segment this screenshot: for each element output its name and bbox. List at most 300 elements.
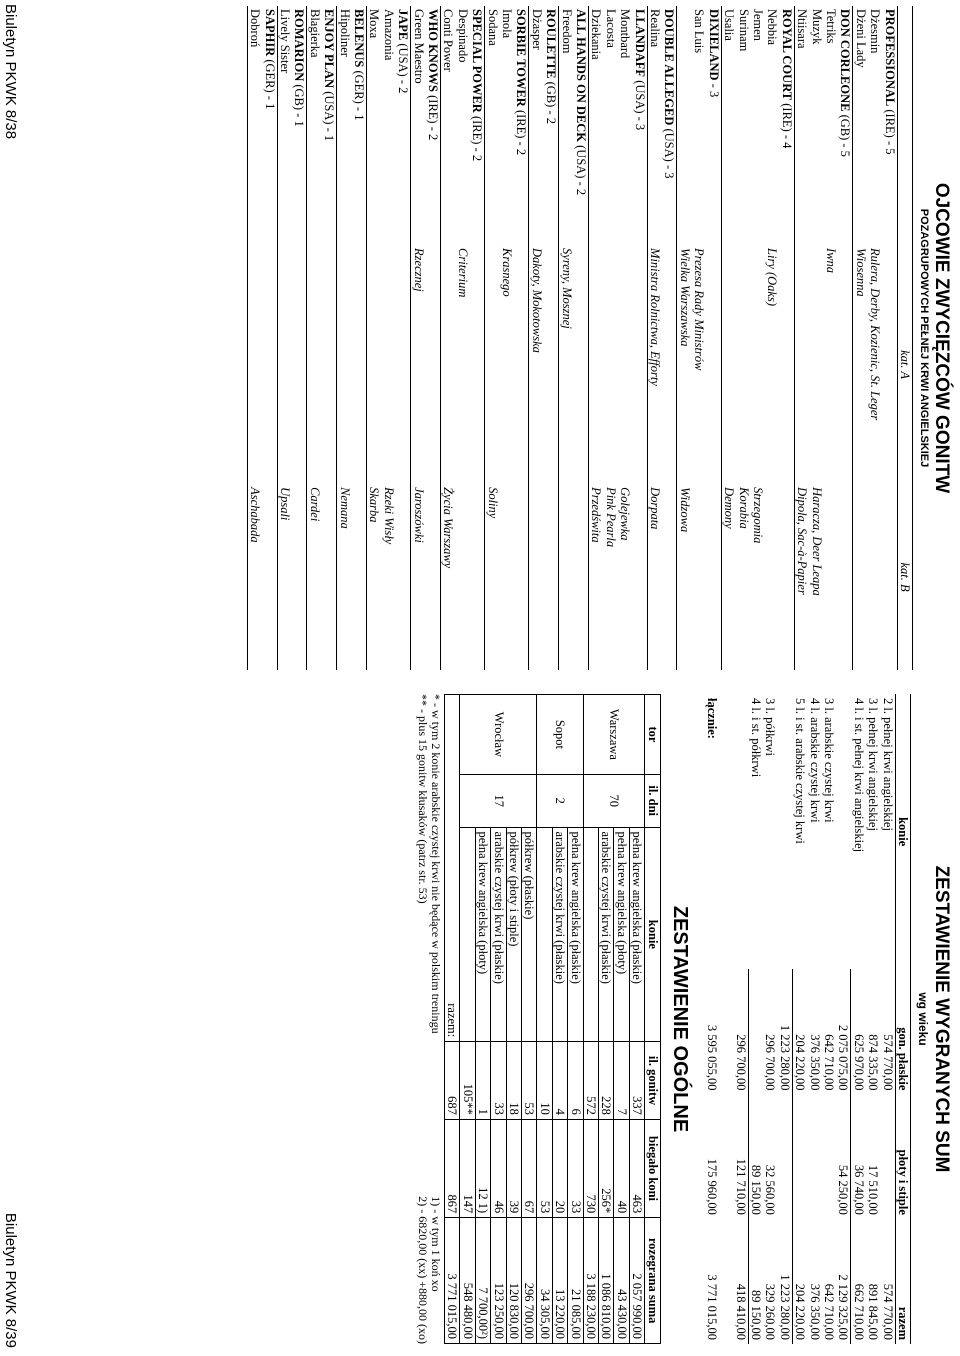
race-a [277,245,292,484]
horse-row [721,6,736,670]
sire-row [470,6,485,670]
amount: 36 740,00 [851,1164,866,1215]
header-tor: tor [645,695,660,775]
horse-name: San Luis [692,9,707,54]
sire-name: ROMARION [292,9,307,82]
sire-cell [322,6,337,670]
race-a [589,245,604,484]
horse-name: Imola [500,9,515,39]
sire-row [262,6,277,670]
horse-name: Dżasper [529,6,544,245]
sire-name: DOUBLE ALLEGED [662,9,677,126]
horse-type: półkrew (płoty i stiple) [506,827,521,1042]
horse-name: Blagierka [307,6,322,245]
horse-row [441,6,456,670]
sire-row [292,6,307,670]
subtotal: 548 480,00 [460,1218,475,1344]
horse-type: arabskie czystej krwi (płaskie) [552,827,567,1042]
horse-name: Freedom [559,6,574,245]
track-name: Warszawa [583,695,645,775]
horse-row [411,6,426,670]
amount: 376 350,00 [807,1034,822,1091]
sire-name: LLANDAFF [632,9,647,78]
horse-row [277,6,292,670]
race-b: Dipola, Sac-à-Papier [794,484,809,670]
age-label: 4 l. i st. pełnej krwi angielskiej [851,698,866,853]
sire-count: (IRE) - 2 [470,112,485,162]
horse-row [307,6,322,670]
horse-row [247,6,262,670]
sire-row [322,6,337,670]
subtotal: 54 250,00 [836,1094,851,1218]
race-a: Krasnego [500,248,515,297]
subtotal: 10 [537,1042,552,1120]
sire-cell [779,6,794,670]
amount [792,1094,807,1218]
race-b: Haracza, Deer Leapa [809,487,824,596]
value: 2 057 990,00 [629,1218,644,1344]
horse-type: pełna krew angielska (płaskie) [568,827,583,1042]
sire-count: (USA) - 2 [396,40,411,94]
winners-table [247,6,913,670]
note: * - w tym 2 konie arabskie czystej krwi nie będące w polskim treningu [429,694,444,1034]
race-a: Iwna [823,248,838,274]
razem-value: 867 [445,1119,460,1217]
sire-count: (USA) - 3 [662,125,677,179]
age-label: 3 l. pełnej krwi angielskiej [866,698,881,831]
race-a [485,245,500,484]
general-body [445,695,645,1344]
value: 39 [506,1119,521,1217]
race-b: Dorpata [647,484,662,670]
subtotal: 3 188 230,00 [583,1218,598,1344]
sire-cell [470,6,485,670]
value: 67 [522,1119,537,1217]
sire-cell [574,6,589,670]
amount: 329 260,00 [763,1283,778,1340]
horse-type: półkrew (płaskie) [522,827,537,1042]
amount [880,1094,895,1218]
age-label: 3 l. arabskie czystej krwi [821,698,836,823]
horse-name: Tetriks [823,9,838,44]
race-b [868,484,882,670]
sire-count: (GB) - 5 [838,111,853,157]
horse-row [455,6,469,670]
race-a [247,245,262,484]
race-a: Ministra Rolnictwa, Efforty [647,245,662,484]
sire-cell [706,6,721,670]
track-row [629,695,644,1344]
race-b [824,484,838,670]
value: 53 [522,1042,537,1120]
age-label: 4 l. arabskie czystej krwi [807,698,822,823]
col-horse-header [897,6,912,245]
race-a: Dakoty, Mokotowska [529,245,544,484]
subtotal: 2 075 075,00 [836,969,851,1094]
sire-row [779,6,794,670]
header-dni: il. dni [645,774,660,827]
horse-name: Surinam [736,9,751,52]
page-footer: Biuletyn PKWK 8/38 [2,4,19,140]
amount: 376 350,00 [807,1283,822,1340]
amount [748,969,763,1094]
value: 43 430,00 [614,1218,629,1344]
sire-name: SORBIE TOWER [514,9,529,107]
subtotal [777,1094,792,1218]
sire-count: (IRE) - 2 [426,92,440,141]
race-a [736,245,750,484]
subtotal: 53 [537,1119,552,1217]
blank [733,694,748,969]
horse-row [485,6,500,670]
horse-row [736,6,750,670]
sire-cell [838,6,853,670]
sire-row [632,6,647,670]
amount: 204 220,00 [793,1034,808,1091]
horse-type: pełna krew angielska (płaskie) [629,827,644,1042]
race-a [721,245,736,484]
sums-by-age-table [705,694,911,1344]
sire-name: SPECIAL POWER [470,9,485,113]
subtotal: 418 410,00 [733,1219,748,1344]
value: 40 [614,1119,629,1217]
race-b: Upsali [277,484,292,670]
subtotal: 730 [583,1119,598,1217]
race-b: Widzowa [677,484,692,670]
summary-subtitle: wg wieku [916,992,930,1046]
horse-name: Sodana [485,6,500,245]
horse-name: Lacosta [603,9,618,48]
value: 7 700,00²) [475,1218,490,1344]
page-subtitle: POZAGRUPOWYCH PEŁNEJ KRWI ANGIELSKIEJ [918,208,930,468]
amount: 874 335,00 [866,1034,881,1091]
sums-row [866,694,880,1344]
footnotes [416,694,442,1344]
sire-row [706,6,721,670]
sire-name: ROULETTE [544,9,559,79]
race-a: Wiosenna [853,245,868,484]
header-suma: rozegrana suma [645,1218,660,1344]
race-b: Demony [721,484,736,670]
track-days: 70 [583,774,645,827]
sire-name: ENJOY PLAN [322,9,337,89]
age-label: 3 l. półkrwi [763,698,778,756]
sire-count: (GER) - 1 [262,56,277,110]
horse-row [618,6,632,670]
value: 1 [475,1042,490,1120]
total-amount: 175 960,00 [705,1158,720,1215]
blank [583,827,598,1042]
subtotal: 121 710,00 [733,1094,748,1218]
col-a-header: kat. A [897,245,912,484]
header-total: razem [895,1219,910,1344]
race-a [751,245,765,484]
sire-cell [292,6,307,670]
subtotal: 147 [460,1119,475,1217]
amount: 574 770,00 [880,1283,895,1340]
horse-row [647,6,662,670]
sums-row [851,694,866,1344]
sire-name: ROYAL COURT [779,9,794,101]
sire-name: ALL HANDS ON DECK [574,9,589,143]
amount: 89 150,00 [748,1290,763,1340]
sums-row [763,694,777,1344]
amount [822,1094,836,1218]
sums-body [705,694,895,1344]
race-a [366,245,381,484]
sums-total-row [705,694,733,1344]
horse-name: Jemen [750,9,765,41]
race-a [381,245,395,484]
track-row [568,695,583,1344]
sire-row [514,6,529,670]
sums-row [792,694,807,1344]
winners-body [247,6,897,670]
horse-row [500,6,514,670]
sire-count: (USA) - 2 [574,142,589,196]
sire-cell [426,6,441,670]
race-a [441,245,456,484]
track-days: 17 [460,774,537,827]
horse-type: pełna krew angielska (płoty) [475,827,490,1042]
sire-cell [396,6,411,670]
general-header-row [645,695,660,1344]
horse-name: Nebbia [765,9,780,46]
race-b [765,484,779,670]
sire-count: (GB) - 2 [544,78,559,124]
amount: 32 560,00 [763,1164,778,1215]
race-b [500,484,514,670]
horse-row [853,6,868,670]
page-footer-right: Biuletyn PKWK 8/39 [2,1212,19,1348]
sire-row [574,6,589,670]
horse-row [765,6,779,670]
col-b-header: kat. B [897,484,912,670]
horse-name: Muzyk [809,9,824,45]
sire-count: (GB) - 1 [292,81,307,127]
subtotal: 296 700,00 [733,969,748,1094]
general-title: ZESTAWIENIE OGÓLNE [668,905,691,1133]
general-table [444,694,661,1344]
sire-name: BELENUS [351,9,366,68]
horse-row [529,6,544,670]
horse-row [603,6,617,670]
razem-label: razem: [445,695,460,1042]
sire-count: (IRE) - 4 [779,100,794,149]
race-b: Golejewka [618,487,633,541]
sire-row [426,6,441,670]
sire-count: - 3 [706,80,721,98]
sire-row [882,6,897,670]
race-b [559,484,574,670]
value: 463 [629,1119,644,1217]
race-b: Nemana [337,484,352,670]
horse-name: Dziekania [589,6,604,245]
race-b [455,484,469,670]
sire-count: (GER) - 1 [351,67,366,121]
sums-row [748,694,763,1344]
value: 18 [506,1042,521,1120]
total-amount: 3 771 015,00 [705,1274,720,1340]
value: 1 086 810,00 [599,1218,614,1344]
race-a [337,245,352,484]
race-b: Skarba [366,484,381,670]
sire-name: DIXIELAND [706,9,721,81]
sire-row [662,6,677,670]
race-b: Jaroszówki [411,484,426,670]
sire-cell [882,6,897,670]
value: 337 [629,1042,644,1120]
horse-row [589,6,604,670]
age-label: 4 l. i st. półkrwi [748,698,763,778]
sire-name: PROFESSIONAL [882,9,897,107]
sire-cell [662,6,677,670]
race-b [853,484,868,670]
subtotal: 105** [460,1042,475,1120]
header-flat: gon. płaskie [895,969,910,1094]
note: 2) - 6820,00 (xx) +880,00 (xo) [416,1196,431,1344]
horse-name: Green Maestro [411,6,426,245]
horse-name: Moxa [366,6,381,245]
total-amount: 3 595 055,00 [705,1024,720,1091]
horse-row [794,6,809,670]
sums-row [822,694,836,1344]
sire-row [544,6,559,670]
amount: 662 710,00 [851,1283,866,1340]
sire-row [838,6,853,670]
horse-row [868,6,882,670]
track-name: Wrocław [460,695,537,775]
horse-name: Realina [647,6,662,245]
header-gonitw: il. gonitw [645,1042,660,1120]
page-title: OJCOWIE ZWYCIĘZCÓW GONITW [931,182,952,494]
horse-row [337,6,352,670]
race-a [809,245,823,484]
horse-name: Despinado [455,9,470,63]
value: 20 [552,1119,567,1217]
race-b [529,484,544,670]
horse-row [559,6,574,670]
race-b: Aschabada [247,484,262,670]
note: ** - plus 15 gonitw kłusaków (patrz str. 53) [416,694,431,904]
sire-count: (USA) - 3 [632,77,647,131]
razem-value: 687 [445,1042,460,1120]
horse-row [677,6,692,670]
sire-cell [352,6,367,670]
horse-row [824,6,838,670]
subtotal: 1 223 280,00 [777,1219,792,1344]
horse-row [381,6,395,670]
horse-name: Dżesmin [868,9,883,54]
race-a: Syreny, Mosznej [559,245,574,484]
sire-name: DON CORLEONE [838,9,853,112]
header-konie2: konie [645,827,660,1042]
header-jumps: płoty i stiple [895,1094,910,1218]
blank [777,694,792,969]
general-total-row [445,695,460,1344]
value: 33 [568,1119,583,1217]
value: 12 1) [475,1119,490,1217]
horse-row [692,6,706,670]
horse-name [677,6,692,245]
header-konie: konie [895,694,910,969]
subtotal: 1 223 280,00 [777,969,792,1094]
race-b: Strzegomia [750,487,765,544]
right-page [0,678,960,1356]
sums-header-row [895,694,910,1344]
sums-subtotal-row [836,694,851,1344]
subtotal: 2 129 325,00 [836,1219,851,1344]
sire-count: (IRE) - 5 [882,106,897,155]
horse-row [751,6,765,670]
value: 123 250,00 [491,1218,506,1344]
sire-cell [632,6,647,670]
horse-type: arabskie czystej krwi (płaskie) [599,827,614,1042]
horse-name: Lively Sister [277,6,292,245]
value: 13 220,00 [552,1218,567,1344]
amount: 204 220,00 [793,1283,808,1340]
race-b [692,484,706,670]
blank [537,827,552,1042]
sire-row [352,6,367,670]
horse-name: Hipoliner [337,6,352,245]
header-biegalo: biegało koni [645,1119,660,1217]
race-b: Rzeki Wisły [381,487,396,545]
race-a: Criterium [455,248,470,298]
sums-subtotal-row [733,694,748,1344]
value: 296 700,00 [522,1218,537,1344]
value: 120 830,00 [506,1218,521,1344]
summary-title: ZESTAWIENIE WYGRANYCH SUM [931,865,952,1173]
race-a: Prezesa Rady Ministrów [692,248,707,371]
race-a: Rulera, Derby, Kozienic, St. Leger [868,248,883,421]
amount: 642 710,00 [821,1283,836,1340]
race-a: Rzecznej [411,245,426,484]
value: 228 [599,1042,614,1120]
blank [460,827,475,1042]
race-a: Liry (Oaks) [765,248,780,307]
amount: 296 700,00 [763,1034,778,1091]
horse-name: Ntiisara [794,6,809,245]
race-a: Wielka Warszawska [677,245,692,484]
value: 6 [568,1042,583,1120]
race-a [307,245,322,484]
value: 46 [491,1119,506,1217]
horse-name: Dżeni Lady [853,6,868,245]
race-b: Cardei [307,484,322,670]
amount: 625 970,00 [851,1034,866,1091]
race-a [618,245,632,484]
sire-cell [262,6,277,670]
race-a [794,245,809,484]
sire-cell [514,6,529,670]
track-days: 2 [537,774,583,827]
race-b: Korabia [736,487,751,529]
note: 1) - w tym 1 koń xo [429,1196,444,1292]
total-label: łącznie: [705,698,720,739]
amount: 574 770,00 [880,1034,895,1091]
horse-name: Amazonia [381,9,396,61]
value: 21 085,00 [568,1218,583,1344]
horse-name: Conti Power [441,6,456,245]
amount: 642 710,00 [821,1034,836,1091]
horse-type: pełna krew angielska (płoty) [614,827,629,1042]
notes-right [416,1196,442,1344]
amount: 89 150,00 [748,1164,763,1215]
race-b: Soliny [485,484,500,670]
value: 7 [614,1042,629,1120]
amount: 891 845,00 [866,1283,881,1340]
